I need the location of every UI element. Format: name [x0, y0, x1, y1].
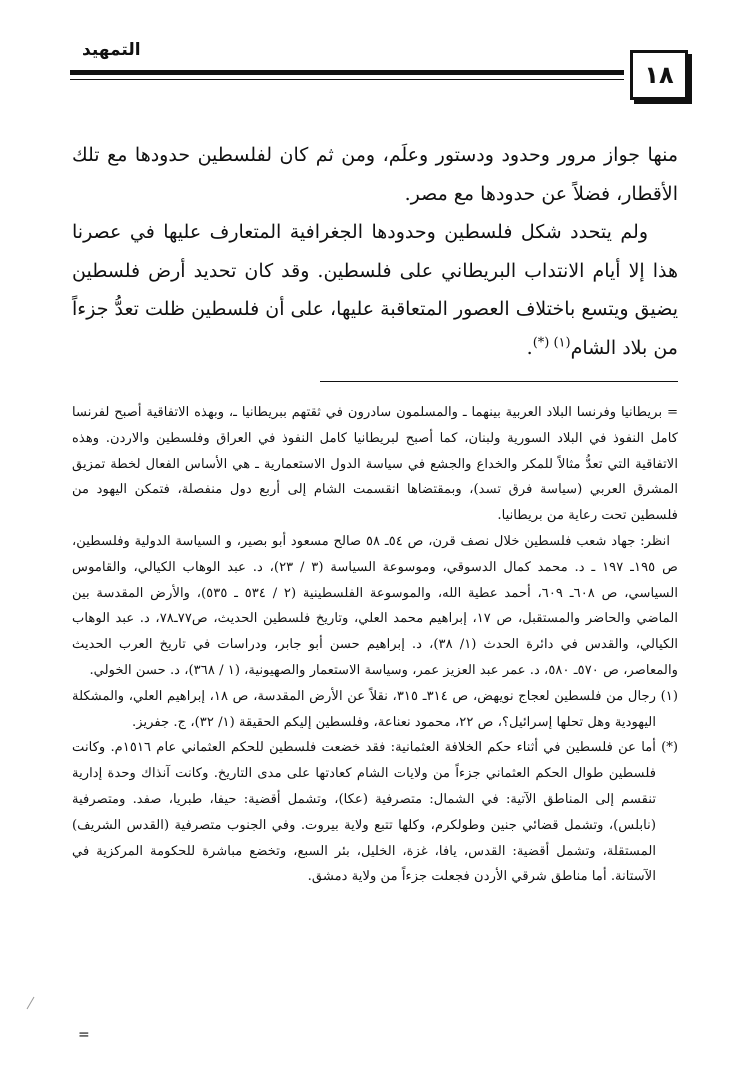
main-paragraph-2-text: ولم يتحدد شكل فلسطين وحدودها الجغرافية المتعارف عليها في عصرنا هذا إلا أيام الانتداب البريطاني على فلسطين. وقد كان تحديد أرض فلسطين يضيق ويتسع باختلاف العصور المتعاقبة عليها، على أن فلسطين ظلت تعدُّ جزءاً من بلاد الشام — [72, 221, 678, 359]
main-paragraph-1: منها جواز مرور وحدود ودستور وعلَم، ومن ثم كان لفلسطين حدودها مع تلك الأقطار، فضلاً عن حدودها مع مصر. — [72, 144, 678, 205]
footnotes — [72, 400, 678, 890]
header-rule-thick — [70, 70, 624, 75]
main-paragraph-2-end: . — [526, 336, 533, 359]
footnote-1: (١) رجال من فلسطين لعجاج نويهض، ص ٣١٤ـ ٣١٥، نقلاً عن الأرض المقدسة، ص ١٨، إبراهيم العلي، والمشكلة اليهودية وهل تحلها إسرائيل؟، ص ٢٢، محمود نعناعة، وفلسطين إليكم الحقيقة (١/ ٣٢)، ج. جفريز. — [72, 688, 678, 730]
running-header-title: التمهيد — [82, 40, 141, 60]
header-rule-thin — [70, 79, 624, 80]
main-text — [72, 136, 678, 367]
page-number: ١٨ — [644, 61, 674, 89]
page-number-box — [630, 50, 688, 100]
main-paragraph-2 — [72, 213, 678, 367]
footnote-continuation: = بريطانيا وفرنسا البلاد العربية بينهما ـ والمسلمون سادرون في ثقتهم ببريطانيا ـ، وبهذه الاتفاقية أصبح لفرنسا كامل النفوذ في البلاد السورية ولبنان، كما أصبح لبريطانيا كامل النفوذ في العراق وفلسطين والاردن. وهذه الاتفاقية التي تعدُّ مثالاً للمكر والخداع والجشع في سياسة الدول الاستعمارية ـ هي الأساس الفعال لخطة تمزيق المشرق العربي (سياسة فرق تسد)، وبمقتضاها انقسمت الشام إلى أربع دول منفصلة، فتمكن اليهود من فلسطين تحت رعاية من بريطانيا. — [72, 405, 678, 524]
margin-tick-mark — [27, 997, 35, 1010]
footnote-star: (*) أما عن فلسطين في أثناء حكم الخلافة العثمانية: فقد خضعت فلسطين للحكم العثماني عام ١٥١٦م. وكانت فلسطين طوال الحكم العثماني جزءاً من ولايات الشام كعادتها على مدى التاريخ. وكانت آنذاك وحدة إدارية تنقسم إلى المناطق الآتية: في الشمال: متصرفية (عكا)، وتشمل أقضية: حيفا، طبريا، صفد. ومتصرفية (نابلس)، وتشمل قضائي جنين وطولكرم، وكلها تتبع ولاية بيروت. وفي الجنوب متصرفية (القدس الشريف) المستقلة، وتشمل أقضية: القدس، يافا، غزة، الخليل، بئر السبع، وتخضع مباشرة للحكومة المركزية في الآستانة. أما مناطق شرقي الأردن فجعلت جزءاً من ولاية دمشق. — [72, 740, 678, 885]
continuation-mark: = — [78, 1027, 90, 1043]
footnote-sources: انظر: جهاد شعب فلسطين خلال نصف قرن، ص ٥٤ـ ٥٨ صالح مسعود أبو بصير، و السياسة الدولية وفلسطين، ص ١٩٥ـ ١٩٧ ـ د. محمد كمال الدسوقي، وموسوعة السياسة (٣ / ٢٣)، د. عبد الوهاب الكيالي، والقاموس السياسي، ص ٦٠٨ـ ٦٠٩، أحمد عطية الله، والموسوعة الفلسطينية (٢ / ٥٣٤ ـ ٥٣٥)، والأرض المقدسة بين الماضي والحاضر والمستقبل، ص ١٧، إبراهيم محمد العلي، وتاريخ فلسطين الحديث، ص٧٧ـ٧٨، د. عبد الوهاب الكيالي، والقدس في دائرة الحدث (١/ ٣٨)، د. إبراهيم حسن أبو جابر، ودراسات في تاريخ العرب الحديث والمعاصر، ص ٥٧٠ـ ٥٨٠، د. عمر عبد العزيز عمر، وسياسة الاستعمار والصهيونية، (١ / ٣٦٨)، د. حسن الخولي. — [72, 533, 679, 678]
footnote-separator — [320, 381, 678, 382]
footnote-reference: (١) (*) — [532, 335, 571, 351]
